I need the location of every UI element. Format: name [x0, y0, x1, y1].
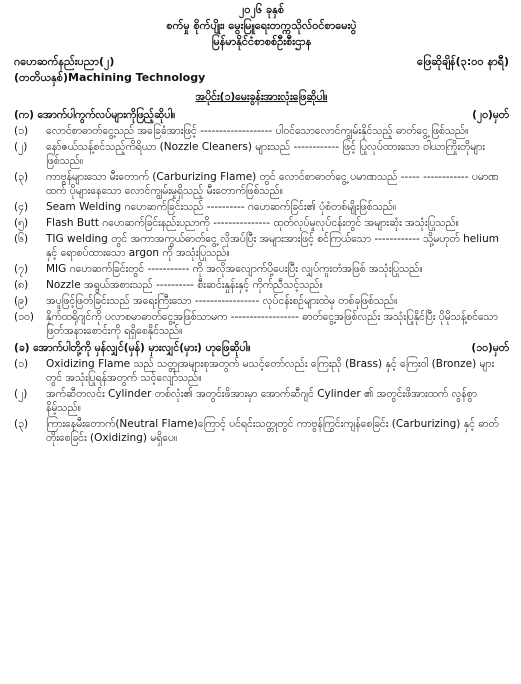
question-number: (၃)	[14, 171, 29, 183]
question-number: (၇)	[14, 263, 29, 275]
section-kha-title: (ခ) အောက်ပါတို့ကို မှန်လျှင်(မှန်) မှားလျှင်(မှား) ဟုဖြေဆိုပါ။	[14, 342, 251, 354]
question	[14, 357, 509, 385]
question	[14, 124, 509, 138]
subject-row	[14, 54, 509, 70]
section-kha-header	[14, 341, 509, 355]
exam-year: ၂၀၂၆ ခုနှစ်	[238, 3, 285, 16]
question	[14, 232, 509, 260]
question-text: နိုက်ထရိုဂျင်ကို ပလာစမာဓာတ်ငွေ့အဖြစ်သာမက ------------------ ဓာတ်ငွေ့အဖြစ်လည်း အသုံးပြုနိုင်ပြီး ပိုမိုသန့်စင်သော ဖြတ်အနားစောင်းကို ရရှိစေနိုင်သည်။	[46, 311, 498, 337]
question-text: လောင်စာဓာတ်ငွေ့သည် အခြေခံအားဖြင့် ------------------- ပါဝင်သောလောင်ကျွမ်းနိုင်သည့် ဓာတ်ငွေ့ ဖြစ်သည်။	[46, 125, 469, 137]
question-number: (၄)	[14, 201, 29, 213]
question-number: (၂)	[14, 141, 28, 153]
section-ka-questions	[14, 124, 509, 338]
question-text: ကာဗွန်များသော မီးတောက် (Carburizing Flame) တွင် လောင်စာဓာတ်ငွေ့ ပမာဏသည် ----- ------------ ပမာဏထက် ပိုများနေသော လောင်ကျွမ်းမှုရှိသည့် မီးတောက်ဖြစ်သည်။	[46, 171, 499, 197]
question-text: အပူဖြင့်ဖြတ်ခြင်းသည် အရေးကြီးသော ----------------- လုပ်ငန်းစဉ်များထဲမှ တစ်ခုဖြစ်သည်။	[46, 295, 398, 307]
question-text: Nozzle အရွယ်အစားသည် ---------- စီးဆင်းနှုန်းနှင့် ကိုက်ညီသင့်သည်။	[46, 279, 323, 291]
question	[14, 262, 509, 276]
subject-title: ဂဟေဆက်နည်းပညာ(၂)	[14, 55, 115, 68]
section-ka-header	[14, 108, 509, 122]
question-number: (၃)	[14, 418, 29, 430]
question-text: Seam Welding ဂဟေဆက်ခြင်းသည် ---------- ဂဟေဆက်ခြင်း၏ ပုံစံတစ်မျိုးဖြစ်သည်။	[46, 201, 397, 213]
question	[14, 387, 509, 415]
question-number: (၅)	[14, 217, 29, 229]
question-text: Flash Butt ဂဟေဆက်ခြင်းနည်းပညာကို --------------- ထုတ်လုပ်မှုလုပ်ငန်းတွင် အများဆုံး အသုံးပြုသည်။	[46, 217, 459, 229]
exam-name: စက်မှု စိုက်ပျိုး၊ မွေးမြူရေးတက္ကသိုလ်ဝင်စာမေးပွဲ	[166, 19, 357, 32]
question-number: (၉)	[14, 295, 29, 307]
question-number: (၁)	[14, 125, 29, 137]
question	[14, 140, 509, 168]
section-ka-title: (က) အောက်ပါကွက်လပ်များကိုဖြည့်ဆိုပါ။	[14, 109, 176, 121]
question-number: (၆)	[14, 233, 29, 245]
question-number: (၁၀)	[14, 311, 35, 323]
question	[14, 278, 509, 292]
section-ka-marks: (၂၀)မှတ်	[472, 109, 509, 121]
question-text: TIG welding တွင် အကာအကွယ်ဓာတ်ငွေ့ လိုအပ်ပြီး အများအားဖြင့် စင်ကြယ်သော ------------ သို့မဟုတ် helium နှင့် ရောစပ်ထားသော argon ကို အသုံးပြုသည်။	[46, 233, 499, 259]
question	[14, 417, 509, 445]
question-text: ကြားနေမီးတောက်(Neutral Flame)ကြောင့် ပင်ရင်းသတ္တုတွင် ကာဗွန်ကြွင်းကျန်စေခြင်း (Carburizing) နှင့် ဓာတ်တိုးစေခြင်း (Oxidizing) မရှိပေ။	[46, 418, 499, 444]
question-text: Oxidizing Flame သည် သတ္တုအများစုအတွက် မသင့်တော်လည်း ကြေးညို (Brass) နှင့် ကြေးဝါ (Bronze) များတွင် အသုံးပြုရန်အတွက် သင့်လျော်သည်။	[46, 358, 495, 384]
question-text: အက်ဆီတလင်း Cylinder တစ်လုံး၏ အတွင်းဖိအားမှာ အောက်ဆီဂျင် Cylinder ၏ အတွင်းဖိအားထက် လွန်စွာ နိမ့်သည်။	[46, 388, 477, 414]
question-text: MIG ဂဟေဆက်ခြင်းတွင် ----------- ကို အလိုအလျောက်ပို့ပေးပြီး လျှပ်ကူးတံအဖြစ် အသုံးပြုသည်။	[46, 263, 423, 275]
exam-time: ဖြေဆိုချိန်(၃:၀၀ နာရီ)	[417, 55, 509, 68]
question	[14, 310, 509, 338]
section-kha-questions	[14, 357, 509, 445]
question-text: နော်ဇယ်သန့်စင်သည့်ကိရိယာ (Nozzle Cleaners) များသည် ------------ ဖြင့် ပြုလုပ်ထားသော ဝါယာကြိုးတိုများဖြစ်သည်။	[46, 141, 485, 167]
part-instruction: အပိုင်း(၁)မေးခွန်းအားလုံးဖြေဆိုပါ။	[195, 91, 328, 103]
subject-subtitle: (တတိယနှစ်)Machining Technology	[14, 71, 206, 84]
section-kha-marks: (၁၀)မှတ်	[471, 342, 509, 354]
question-number: (၁)	[14, 358, 29, 370]
exam-board: မြန်မာနိုင်ငံစာစစ်ဦးစီးဌာန	[211, 35, 312, 48]
question	[14, 294, 509, 308]
question-number: (၂)	[14, 388, 28, 400]
question	[14, 170, 509, 198]
question-number: (၈)	[14, 279, 29, 291]
question	[14, 200, 509, 214]
question	[14, 216, 509, 230]
